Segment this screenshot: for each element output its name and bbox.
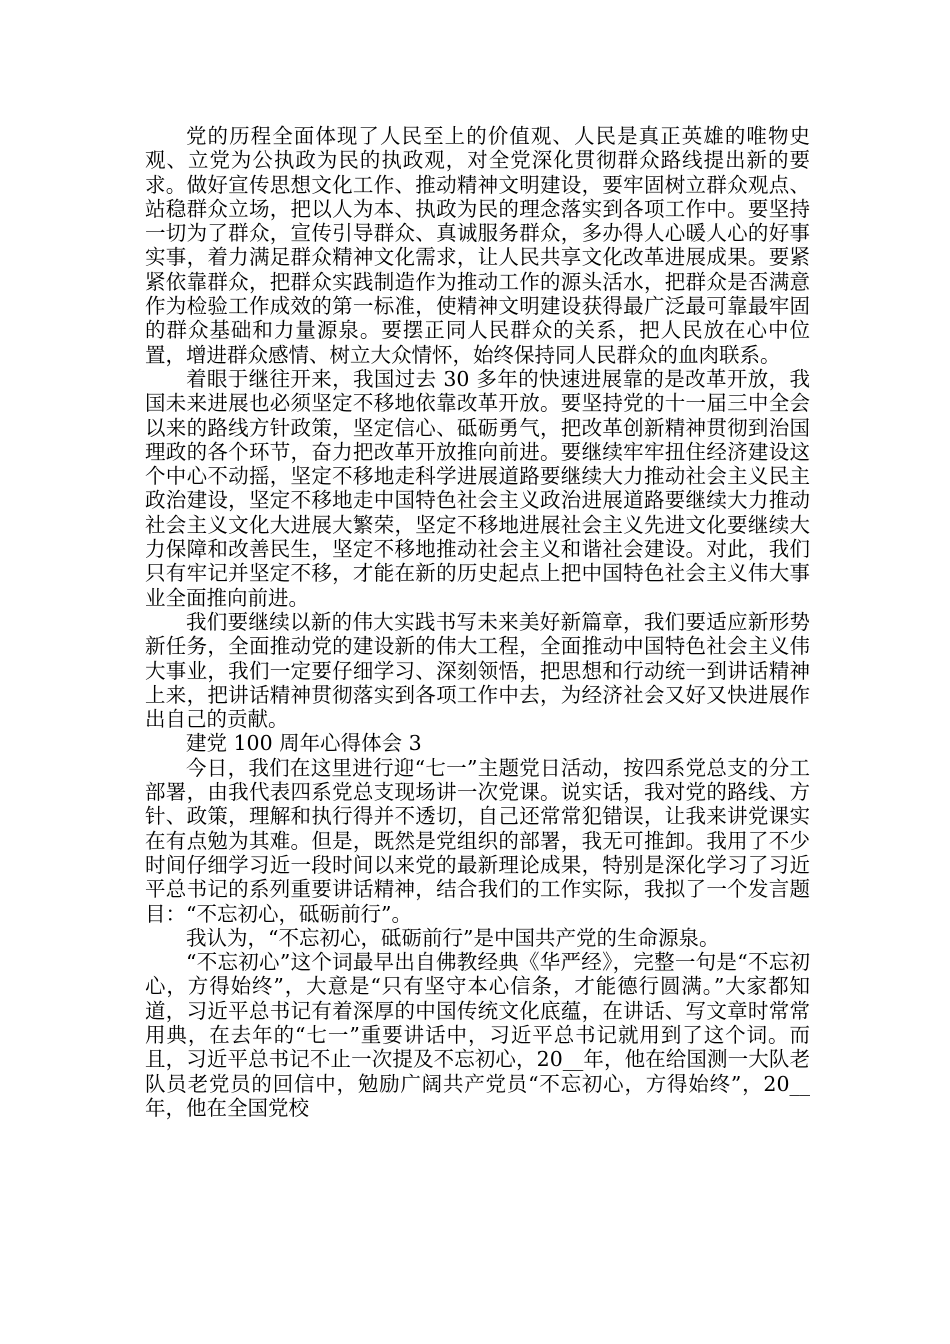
paragraph-5: 我认为，“不忘初心，砥砺前行”是中国共产党的生命源泉。 [186,925,720,950]
paragraph-2: 着眼于继往开来，我国过去 30 多年的快速进展靠的是改革开放，我国未来进展也必须坚定不移地依靠改革开放。要坚持党的十一届三中全会以来的路线方针政策，坚定信心、砥砺勇气，把改革创新精神贯彻到治国理政的各个环节，奋力把改革开放推向前进。要继续牢牢扭住经济建设这个中心不动摇，坚定不移地走科学进展道路要继续大力推动社会主义民主政治建设，坚定不移地走中国特色社会主义政治进展道路要继续大力推动社会主义文化大进展大繁荣，坚定不移地进展社会主义先进文化要继续大力保障和改善民生，坚定不移地推动社会主义和谐社会建设。对此，我们只有牢记并坚定不移，才能在新的历史起点上把中国特色社会主义伟大事业全面推向前进。 [145,366,810,610]
document-page [145,124,810,1120]
paragraph-3: 我们要继续以新的伟大实践书写未来美好新篇章，我们要适应新形势新任务，全面推动党的建设新的伟大工程，全面推动中国特色社会主义伟大事业，我们一定要仔细学习、深刻领悟，把思想和行动统一到讲话精神上来，把讲话精神贯彻落实到各项工作中去，为经济社会又好又快进展作出自己的贡献。 [145,609,810,732]
paragraph-4: 今日，我们在这里进行迎“七一”主题党日活动，按四系党总支的分工部署，由我代表四系党总支现场讲一次党课。说实话，我对党的路线、方针、政策，理解和执行得并不透切，自己还常常犯错误，让我来讲党课实在有点勉为其难。但是，既然是党组织的部署，我无可推卸。我用了不少时间仔细学习近一段时间以来党的最新理论成果，特别是深化学习了习近平总书记的系列重要讲话精神，结合我们的工作实际，我拟了一个发言题目：“不忘初心，砥砺前行”。 [145,755,810,926]
section-heading: 建党 100 周年心得体会 3 [186,731,422,756]
paragraph-1: 党的历程全面体现了人民至上的价值观、人民是真正英雄的唯物史观、立党为公执政为民的执政观，对全党深化贯彻群众路线提出新的要求。做好宣传思想文化工作、推动精神文明建设，要牢固树立群众观点、站稳群众立场，把以人为本、执政为民的理念落实到各项工作中。要坚持一切为了群众，宣传引导群众、真诚服务群众，多办得人心暖人心的好事实事，着力满足群众精神文化需求，让人民共享文化改革进展成果。要紧紧依靠群众，把群众实践制造作为推动工作的源头活水，把群众是否满意作为检验工作成效的第一标准，使精神文明建设获得最广泛最可靠最牢固的群众基础和力量源泉。要摆正同人民群众的关系，把人民放在心中位置，增进群众感情、树立大众情怀，始终保持同人民群众的血肉联系。 [145,124,810,367]
paragraph-6: “不忘初心”这个词最早出自佛教经典《华严经》，完整一句是“不忘初心，方得始终”，大意是“只有坚守本心信条，才能德行圆满。”大家都知道，习近平总书记有着深厚的中国传统文化底蕴，在讲话、写文章时常常用典，在去年的“七一”重要讲话中，习近平总书记就用到了这个词。而且，习近平总书记不止一次提及不忘初心，20__年，他在给国测一大队老队员老党员的回信中，勉励广阔共产党员“不忘初心，方得始终”，20__年，他在全国党校 [145,950,810,1120]
